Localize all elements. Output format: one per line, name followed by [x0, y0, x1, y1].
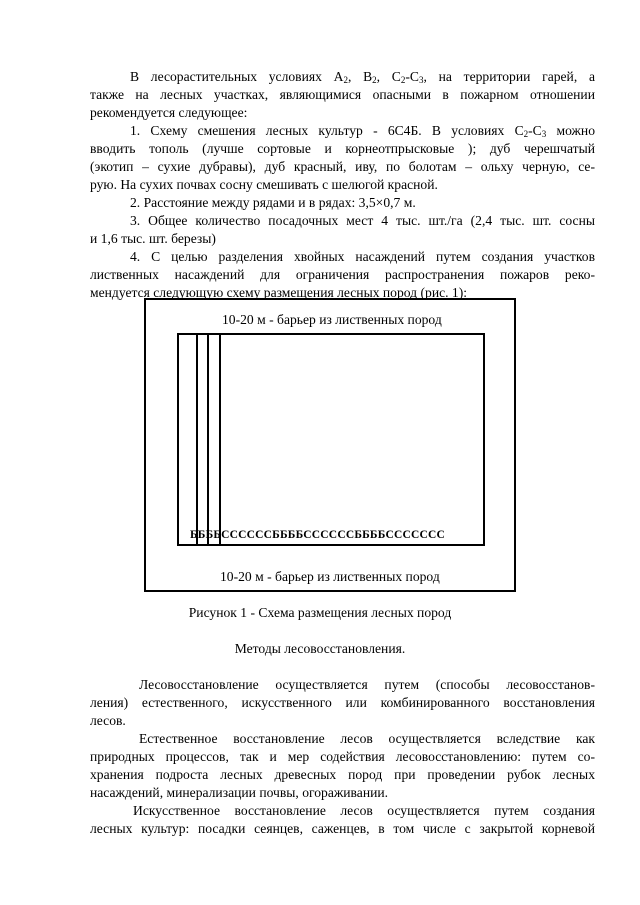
item-4-line-1: 4. С целью разделения хвойных насаждений путем создания участков [130, 249, 595, 264]
figure-bottom-label: 10-20 м - барьер из лиственных пород [220, 569, 440, 584]
paragraph-1-line-1: В лесорастительных условиях $А_2$, $В_2$, $С_2-С_3$, на территории гарей, а [130, 69, 595, 85]
section-title: Методы лесовосстановления. [234, 641, 406, 656]
paragraph-3-line-3: хранения подроста лесных древесных пород при проведении рубок лесных [90, 767, 595, 782]
item-4-line-2: лиственных насаждений для ограничения распространения пожаров реко- [90, 267, 595, 282]
paragraph-4-line-1: Искусственное восстановление лесов осуществляется путем создания [133, 803, 595, 818]
figure-caption: Рисунок 1 - Схема размещения лесных пород [188, 605, 452, 620]
item-1-line-2: вводить тополь (лучше сортовые и корнеотпрысковые ); дуб черешчатый [90, 141, 595, 156]
item-1-line-3: (экотип – сухие дубравы), дуб красный, иву, по болотам – ольху черную, се- [90, 159, 595, 174]
item-4-line-3: мендуется следующую схему размещения лесных пород (рис. 1): [90, 285, 468, 300]
figure-inner-frame [177, 333, 485, 546]
item-1-line-1: 1. Схему смешения лесных культур - 6С4Б. В условиях $С_2-С_3$ можно [130, 123, 595, 139]
item-2: 2. Расстояние между рядами и в рядах: 3,5×0,7 м. [130, 195, 416, 210]
figure-row-line-2 [207, 333, 209, 546]
paragraph-2-line-3: лесов. [90, 713, 126, 728]
item-1-line-4: рую. На сухих почвах сосну смешивать с шелюгой красной. [90, 177, 438, 192]
paragraph-4-line-2: лесных культур: посадки сеянцев, саженцев, в том числе с закрытой корневой [90, 821, 595, 836]
figure-row-line-1 [196, 333, 198, 546]
paragraph-3-line-4: насаждений, минерализации почвы, огораживании. [90, 785, 389, 800]
paragraph-3-line-2: природных процессов, так и мер содействия лесовосстановлению: путем со- [90, 749, 595, 764]
figure-top-label: 10-20 м - барьер из лиственных пород [222, 312, 442, 327]
item-3-line-2: и 1,6 тыс. шт. березы) [90, 231, 216, 246]
paragraph-2-line-2: ления) естественного, искусственного или комбинированного восстановления [90, 695, 595, 710]
figure-rows-label: ББББССССССББББССССССББББССССССС [190, 529, 445, 541]
paragraph-2-line-1: Лесовосстановление осуществляется путем (способы лесовосстанов- [139, 677, 595, 692]
paragraph-1-line-2: также на лесных участках, являющимися опасными в пожарном отношении [90, 87, 595, 102]
paragraph-3-line-1: Естественное восстановление лесов осуществляется вследствие как [139, 731, 595, 746]
item-3-line-1: 3. Общее количество посадочных мест 4 тыс. шт./га (2,4 тыс. шт. сосны [130, 213, 595, 228]
figure-row-line-3 [219, 333, 221, 546]
paragraph-1-line-3: рекомендуется следующее: [90, 105, 248, 120]
